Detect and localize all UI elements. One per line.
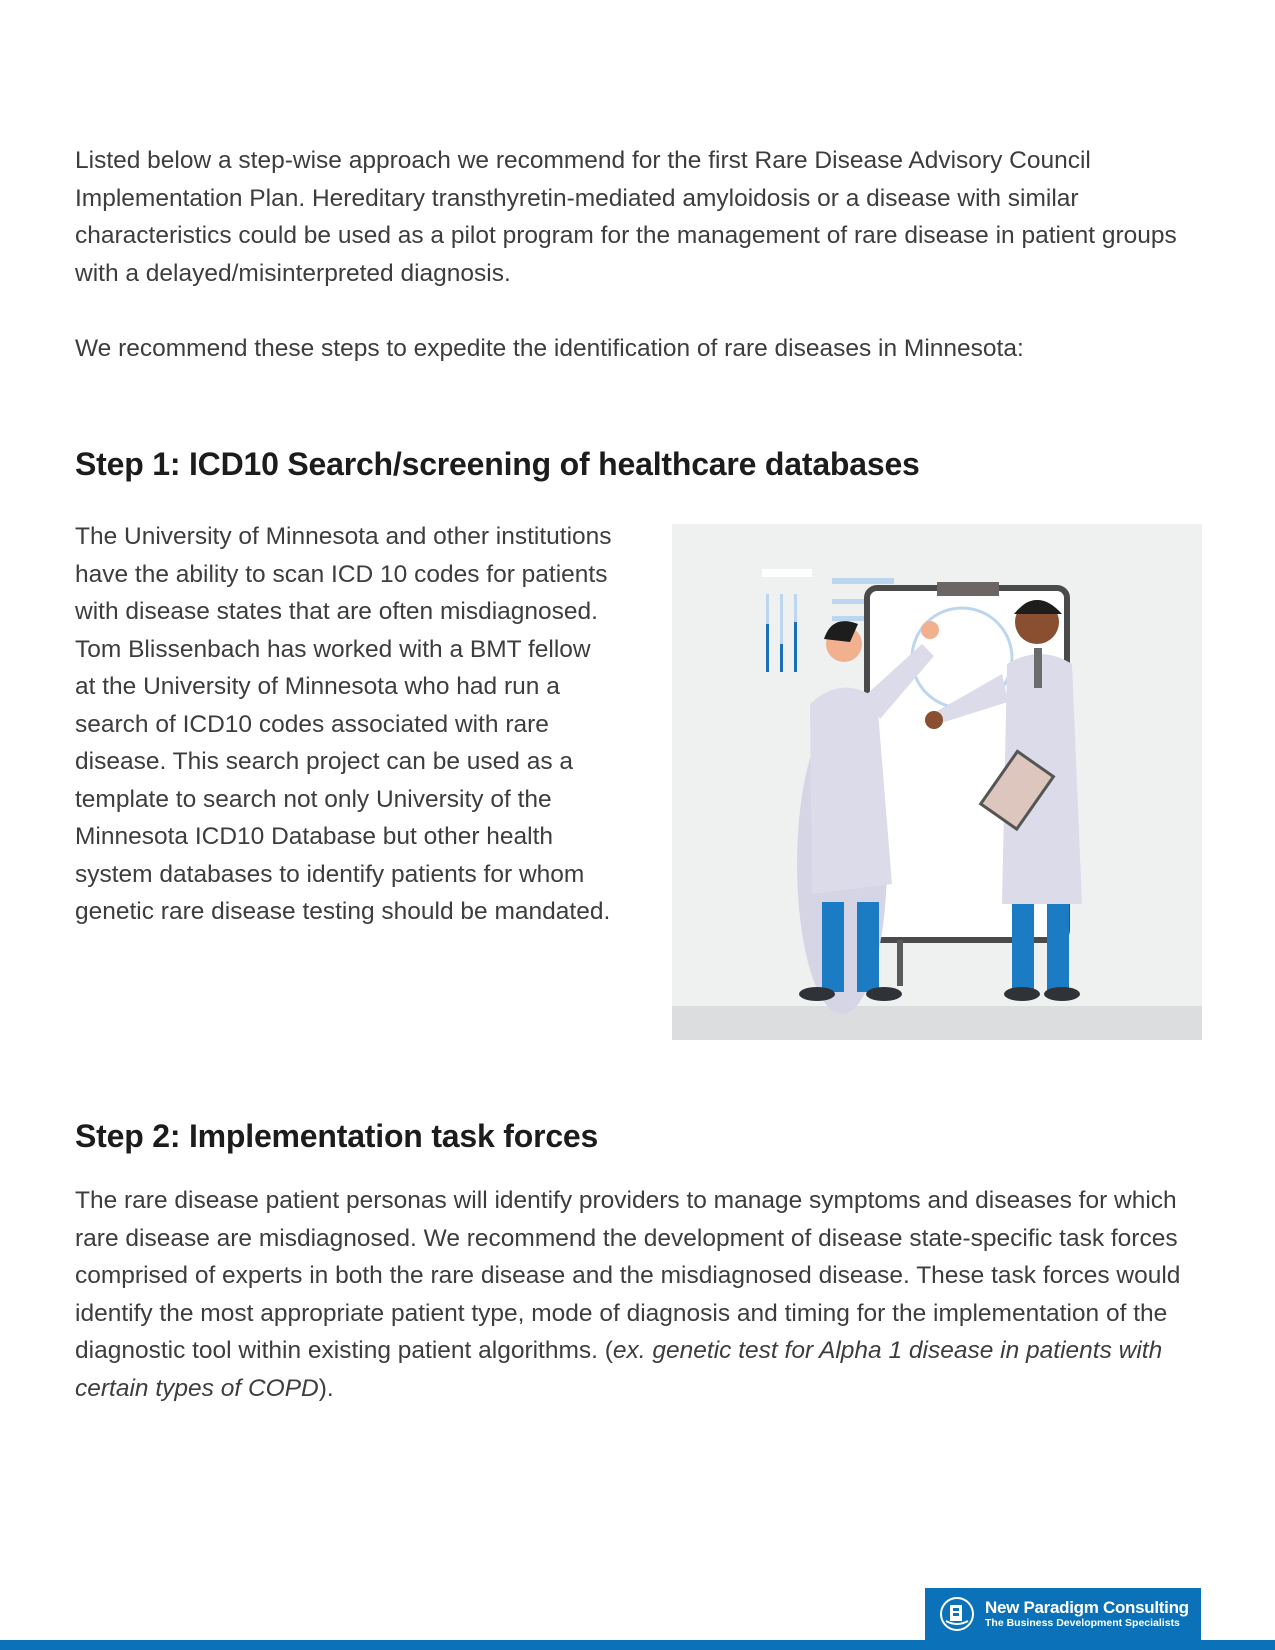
step2-heading: Step 2: Implementation task forces (75, 1118, 599, 1154)
footer-bar (0, 1640, 1275, 1650)
logo-mark-icon (937, 1594, 977, 1634)
step2-body-main: The rare disease patient personas will identify providers to manage symptoms and diseases for which rare disease are misdiagnosed. We recommend the development of disease state-specific task forces comprised of experts in both the rare disease and the misdiagnosed disease. These task forces would identify the most appropriate patient type, mode of diagnosis and timing for the implementation of the diagnostic tool within existing patient algorithms. ( (75, 1187, 1181, 1364)
step1-heading: Step 1: ICD10 Search/screening of healthcare databases (75, 446, 920, 482)
step2-body (75, 1182, 1205, 1407)
step1-body: The University of Minnesota and other institutions have the ability to scan ICD 10 codes for patients with disease states that are often misdiagnosed. Tom Blissenbach has worked with a BMT fellow at the University of Minnesota who had run a search of ICD10 codes associated with rare disease. This search project can be used as a template to search not only University of the Minnesota ICD10 Database but other health system databases to identify patients for whom genetic rare disease testing should be mandated. (75, 523, 612, 925)
step2-body-end: ). (318, 1374, 334, 1402)
intro-paragraph: Listed below a step-wise approach we recommend for the first Rare Disease Advisory Council Implementation Plan. Hereditary transthyretin-mediated amyloidosis or a disease with similar characteristics could be used as a pilot program for the management of rare disease in patient groups with a delayed/misinterpreted diagnosis. (75, 147, 1177, 287)
logo-text (985, 1598, 1189, 1630)
brand-name: New Paradigm Consulting (985, 1598, 1189, 1617)
company-logo (925, 1588, 1201, 1640)
recommendation-paragraph: We recommend these steps to expedite the identification of rare diseases in Minnesota: (75, 335, 1024, 362)
doctors-whiteboard-illustration (672, 524, 1202, 1040)
step2-body-example: ex. genetic test for Alpha 1 disease in patients with certain types of COPD (75, 1337, 1163, 1402)
brand-tagline: The Business Development Specialists (985, 1617, 1180, 1629)
